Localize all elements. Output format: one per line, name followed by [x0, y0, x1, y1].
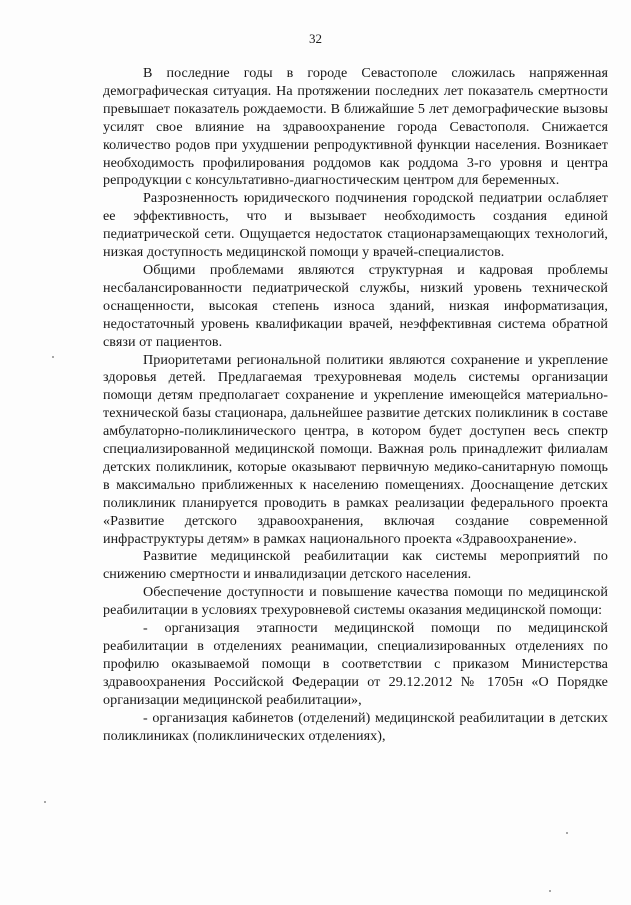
paragraph-demographics: В последние годы в городе Севастополе сложилась напряженная демографическая ситуация. На протяжении последних лет показатель смертности превышает показатель рождаемости. В ближайшие 5 лет демографические вызовы усилят свое влияние на здравоохранение города Севастополя. Снижается количество родов при ухудшении репродуктивной функции населения. Возникает необходимость профилирования роддомов как роддома 3-го уровня и центра репродукции с консультативно-диагностическим центром для беременных. [103, 65, 608, 189]
scan-speck [549, 890, 551, 892]
scan-speck [566, 832, 568, 834]
page-number: 32 [309, 31, 322, 46]
paragraph-pediatric-network: Разрозненность юридического подчинения городской педиатрии ослабляет ее эффективность, что и вызывает необходимость создания единой педиатрической сети. Ощущается недостаток стационарзамещающих технологий, низкая доступность медицинской помощи у врачей-специалистов. [103, 190, 608, 261]
paragraph-rehabilitation-development: Развитие медицинской реабилитации как системы мероприятий по снижению смертности и инвалидизации детского населения. [103, 548, 608, 583]
paragraph-common-problems: Общими проблемами являются структурная и кадровая проблемы несбалансированности педиатрической службы, низкий уровень технической оснащенности, высокая степень износа зданий, низкая информатизация, недостаточный уровень квалификации врачей, неэффективная система обратной связи от пациентов. [103, 261, 608, 350]
scan-speck [44, 801, 46, 803]
list-item-rehabilitation-stages: - организация этапности медицинской помощи по медицинской реабилитации в отделениях реанимации, специализированных отделениях по профилю оказываемой помощи в соответствии с приказом Министерства здравоохранения Российской Федерации от 29.12.2012 № 1705н «О Порядке организации медицинской реабилитации», [103, 620, 608, 708]
document-body [103, 65, 608, 745]
scan-speck [52, 356, 54, 358]
list-item-rehabilitation-offices: - организация кабинетов (отделений) медицинской реабилитации в детских поликлиниках (поликлинических отделениях), [103, 709, 608, 744]
paragraph-regional-priorities: Приоритетами региональной политики являются сохранение и укрепление здоровья детей. Предлагаемая трехуровневая модель системы организации помощи детям предполагает сохранение и укрепление имеющейся материально-технической базы стационара, дальнейшее развитие детских поликлиник в составе амбулаторно-поликлинического центра, в котором будет доступен весь спектр специализированной медицинской помощи. Важная роль принадлежит филиалам детских поликлиник, которые оказывают первичную медико-санитарную помощь в максимально приближенных к населению помещениях. Дооснащение детских поликлиник планируется проводить в рамках реализации федерального проекта «Развитие детского здравоохранения, включая создание современной инфраструктуры детям» в рамках национального проекта «Здравоохранение». [103, 351, 608, 547]
paragraph-rehabilitation-access: Обеспечение доступности и повышение качества помощи по медицинской реабилитации в условиях трехуровневой системы оказания медицинской помощи: [103, 584, 608, 619]
